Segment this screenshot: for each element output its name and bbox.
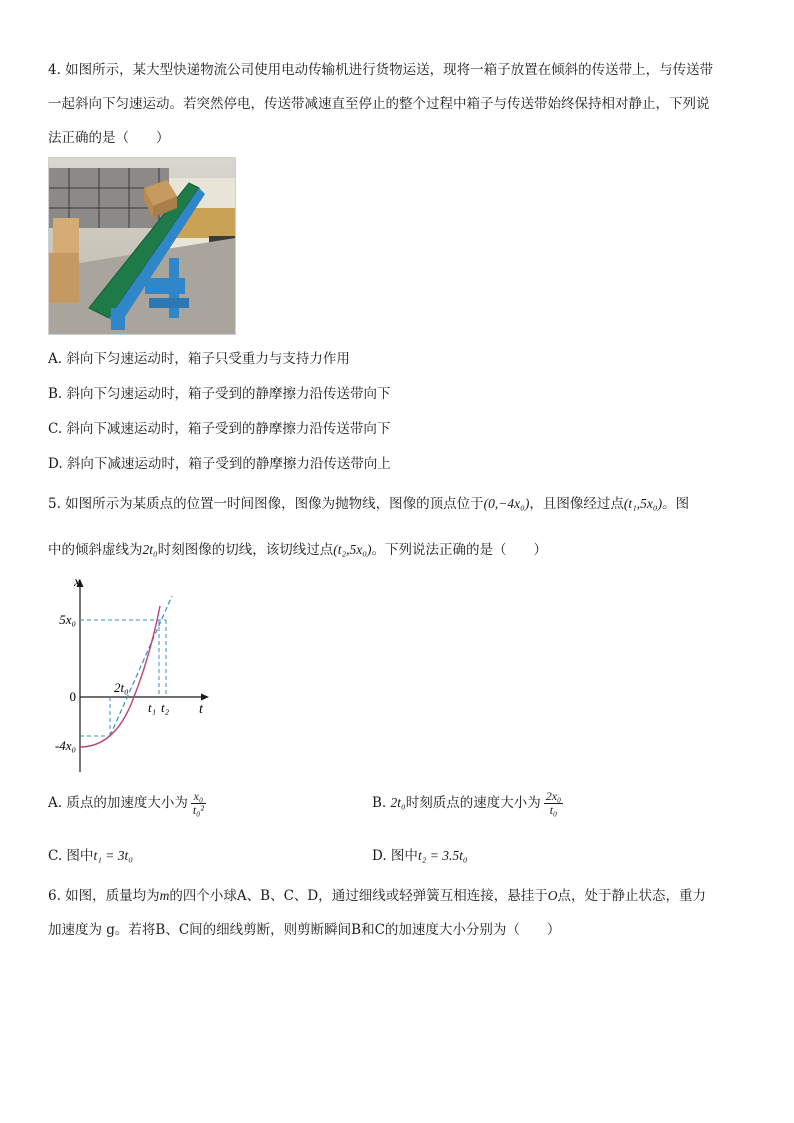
label-zero: 0: [69, 689, 76, 704]
q4-option-b: B. 斜向下匀速运动时，箱子受到的静摩擦力沿传送带向下: [48, 386, 391, 402]
label-t2: t₂: [161, 700, 170, 715]
q4-option-c: C. 斜向下减速运动时，箱子受到的静摩擦力沿传送带向下: [48, 421, 391, 437]
q5-option-a-num: x₀: [191, 790, 206, 804]
q5-option-c-math: t₁ = 3t₀: [93, 848, 133, 863]
q5-option-a-den: t₀²: [192, 803, 204, 817]
q5-line2-b: 时刻图像的切线，该切线过点: [157, 542, 334, 558]
q5-option-d-text: D. 图中: [372, 848, 418, 864]
q5-option-c-text: C. 图中: [48, 848, 94, 864]
q5-option-a-fraction: [191, 790, 206, 817]
q4-line3: 法正确的是（ ）: [48, 130, 170, 146]
position-time-svg: [44, 572, 214, 777]
q5-vertex: (0,−4x₀): [483, 496, 530, 511]
x-axis-label: t: [199, 702, 203, 717]
q5-line2-a: 中的倾斜虚线为: [48, 542, 143, 558]
q5-option-a: [48, 790, 206, 817]
q6-o: O: [547, 888, 558, 903]
q5-line1: [48, 492, 689, 512]
q5-option-c: [48, 844, 133, 864]
q5-point2: (t₂,5x₀): [333, 542, 372, 557]
q5-option-d-math: t₂ = 3.5t₀: [417, 848, 468, 863]
q5-line1-c: 。图: [662, 496, 690, 512]
q5-option-a-text: A. 质点的加速度大小为: [48, 795, 188, 811]
q5-2t0: 2t₀: [142, 542, 158, 557]
conveyor-photo: [48, 157, 236, 335]
q5-option-b-2t0: 2t₀: [390, 795, 406, 810]
q5-option-b-text: 时刻质点的速度大小为: [405, 795, 541, 811]
q5-option-b-pre: B.: [372, 795, 387, 811]
tangent-line: [110, 596, 172, 736]
q4-line1: 4. 如图所示，某大型快递物流公司使用电动传输机进行货物运送，现将一箱子放置在倾斜的传送带上，与传送带: [48, 62, 714, 78]
label-t1: t₁: [148, 700, 157, 715]
q6-line1-a: 6. 如图，质量均为: [48, 888, 160, 904]
q5-line2-c: 。下列说法正确的是（ ）: [371, 542, 547, 558]
q5-line1-a: 5. 如图所示为某质点的位置一时间图像，图像为抛物线，图像的顶点位于: [48, 496, 484, 512]
q5-line1-b: ，且图像经过点: [529, 496, 624, 512]
q4-line2: 一起斜向下匀速运动。若突然停电，传送带减速直至停止的整个过程中箱子与传送带始终保持相对静止，下列说: [48, 96, 710, 112]
x-axis-arrow: [201, 694, 209, 701]
parabola-curve: [80, 606, 160, 747]
label-2t0: 2t₀: [114, 680, 129, 695]
y-axis-label: x: [74, 575, 81, 590]
label-5x0: 5x₀: [59, 612, 76, 627]
q4-option-d: D. 斜向下减速运动时，箱子受到的静摩擦力沿传送带向上: [48, 456, 391, 472]
q5-line2: [48, 538, 547, 558]
q4-option-a: A. 斜向下匀速运动时，箱子只受重力与支持力作用: [48, 351, 350, 367]
q6-line1: [48, 884, 706, 904]
q6-line1-b: 的四个小球A、B、C、D，通过细线或轻弹簧互相连接，悬挂于: [169, 888, 548, 904]
label-neg4x0: -4x₀: [54, 738, 76, 753]
q5-option-b-fraction: [544, 790, 564, 817]
q5-option-b-den: t₀: [549, 803, 558, 817]
q5-option-b: [372, 790, 563, 817]
q5-option-d: [372, 844, 468, 864]
q5-option-b-num: 2x₀: [545, 789, 562, 803]
q6-m: m: [159, 888, 170, 903]
q6-line2: 加速度为 g。若将B、C间的细线剪断，则剪断瞬间B和C的加速度大小分别为（ ）: [48, 922, 561, 938]
q5-point1: (t₁,5x₀): [623, 496, 663, 511]
conveyor-illustration: [49, 158, 235, 334]
q6-line1-c: 点，处于静止状态，重力: [557, 888, 706, 904]
position-time-graph: [44, 572, 214, 777]
